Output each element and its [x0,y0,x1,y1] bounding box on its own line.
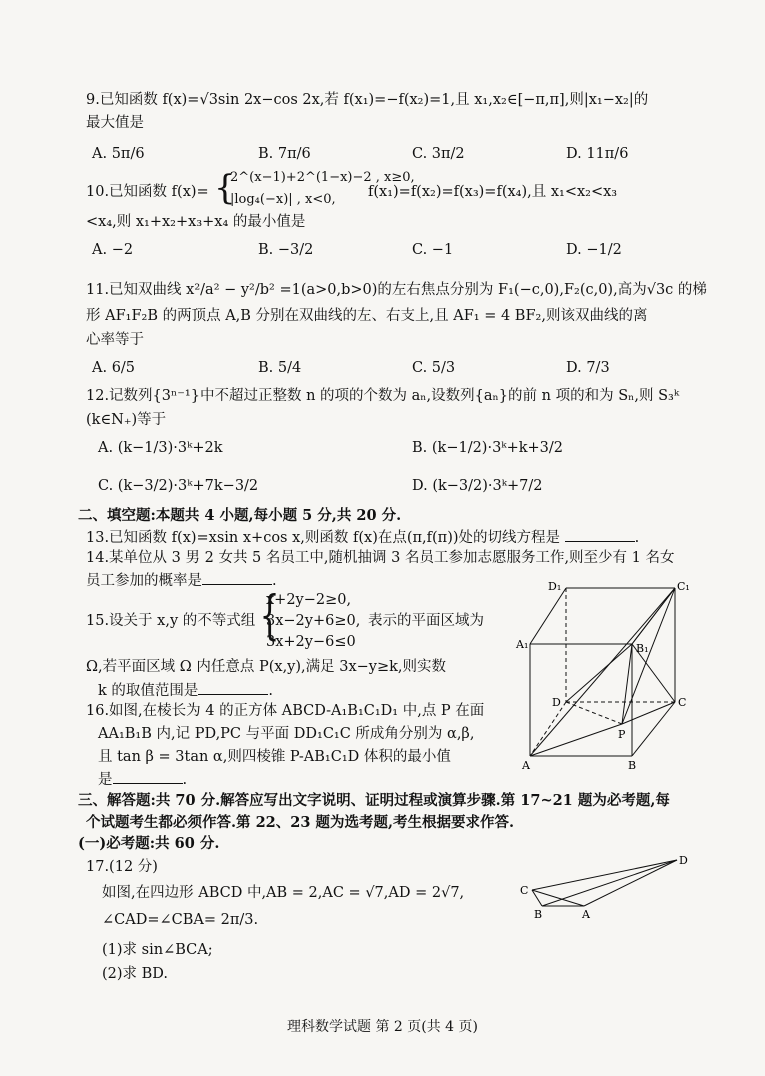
q16-line1: 16.如图,在棱长为 4 的正方体 ABCD-A₁B₁C₁D₁ 中,点 P 在面 [86,703,485,719]
q10-line1-suffix: f(x₁)=f(x₂)=f(x₃)=f(x₄),且 x₁<x₂<x₃ [368,184,618,200]
q14-line1: 14.某单位从 3 男 2 女共 5 名员工中,随机抽调 3 名员工参加志愿服务工作,则至少有 1 名女 [86,550,675,566]
quad-label-d: D [679,854,688,867]
q11-line1: 11.已知双曲线 x²/a² − y²/b² =1(a>0,b>0)的左右焦点分别为 F₁(−c,0),F₂(c,0),高为√3c 的梯 [86,282,707,298]
q10-line2: <x₄,则 x₁+x₂+x₃+x₄ 的最小值是 [86,214,306,230]
q16-line2: AA₁B₁B 内,记 PD,PC 与平面 DD₁C₁C 所成角分别为 α,β, [98,726,475,742]
cube-label-a1: A₁ [516,638,529,651]
cube-label-p: P [618,728,626,741]
q9-option-a: A. 5π/6 [92,146,145,162]
quadrilateral-figure [512,848,692,920]
required-heading: (一)必考题:共 60 分. [78,835,220,852]
section3-line1: 三、解答题:共 70 分.解答应写出文字说明、证明过程或演算步骤.第 17~21 题为必考题,每 [78,792,670,809]
q12-option-b: B. (k−1/2)·3ᵏ+k+3/2 [412,440,564,456]
cube-figure [510,576,695,772]
section2-heading: 二、填空题:本题共 4 小题,每小题 5 分,共 20 分. [78,507,402,524]
q11-option-d: D. 7/3 [566,360,610,376]
quad-label-b: B [534,908,543,920]
page-footer: 理科数学试题 第 2 页(共 4 页) [287,1019,478,1035]
q15-line2: Ω,若平面区域 Ω 内任意点 P(x,y),满足 3x−y≥k,则实数 [86,659,447,675]
q9-line1: 9.已知函数 f(x)=√3sin 2x−cos 2x,若 f(x₁)=−f(x₂)=1,且 x₁,x₂∈[−π,π],则|x₁−x₂|的 [86,92,649,108]
q10-option-c: C. −1 [412,242,454,258]
q12-option-d: D. (k−3/2)·3ᵏ+7/2 [412,478,543,494]
cube-label-b: B [628,759,637,772]
q9-option-c: C. 3π/2 [412,146,465,162]
q11-line2: 形 AF₁F₂B 的两顶点 A,B 分别在双曲线的左、右支上,且 AF₁ = 4 BF₂,则该双曲线的离 [86,308,648,324]
q16-blank [113,769,183,784]
q14-blank [202,570,272,585]
q11-option-c: C. 5/3 [412,360,456,376]
q10-case2: |log₄(−x)| , x<0, [230,192,336,207]
q14-line2: 员工参加的概率是 . [86,570,277,591]
cube-label-d1: D₁ [548,580,562,593]
q12-option-c: C. (k−3/2)·3ᵏ+7k−3/2 [98,478,259,494]
section3-line2: 个试题考生都必须作答.第 22、23 题为选考题,考生根据要求作答. [86,814,515,831]
q15-line3: k 的取值范围是 . [98,680,273,701]
q15-brace: { [259,586,280,646]
q17-line2: ∠CAD=∠CBA= 2π/3. [102,912,259,928]
q10-option-d: D. −1/2 [566,242,622,258]
q12-line1: 12.记数列{3ⁿ⁻¹}中不超过正整数 n 的项的个数为 aₙ,设数列{aₙ}的前 n 项的和为 Sₙ,则 S₃ᵏ [86,388,680,404]
q15-prefix: 15.设关于 x,y 的不等式组 [86,613,256,629]
q16-line4: 是 . [98,769,187,790]
q17-part2: (2)求 BD. [102,966,169,982]
q11-line3: 心率等于 [86,332,144,348]
q10-line1-prefix: 10.已知函数 f(x)= [86,184,209,200]
q12-line2: (k∈N₊)等于 [86,412,167,428]
q13-blank [565,527,635,542]
q15-case2: 3x−2y+6≥0, [266,613,361,629]
q10-brace: { [214,168,236,208]
cube-label-b1: B₁ [636,642,649,655]
q10-option-a: A. −2 [92,242,134,258]
q15-blank [198,680,268,695]
q9-line2: 最大值是 [86,115,144,131]
quad-label-a: A [582,908,590,920]
cube-label-c: C [678,696,687,709]
q17-line1: 如图,在四边形 ABCD 中,AB = 2,AC = √7,AD = 2√7, [102,885,465,901]
cube-label-a: A [522,759,530,772]
q13-text: 13.已知函数 f(x)=xsin x+cos x,则函数 f(x)在点(π,f(π))处的切线方程是 . [86,527,639,548]
q12-option-a: A. (k−1/3)·3ᵏ+2k [98,440,223,456]
quad-label-c: C [520,884,529,897]
q17-part1: (1)求 sin∠BCA; [102,942,213,958]
q17-head: 17.(12 分) [86,859,158,875]
cube-label-c1: C₁ [677,580,690,593]
q16-line3: 且 tan β = 3tan α,则四棱锥 P-AB₁C₁D 体积的最小值 [98,749,451,765]
q10-case1: 2^(x−1)+2^(1−x)−2 , x≥0, [230,170,415,185]
q11-option-a: A. 6/5 [92,360,136,376]
q10-option-b: B. −3/2 [258,242,314,258]
q9-option-b: B. 7π/6 [258,146,311,162]
q11-option-b: B. 5/4 [258,360,302,376]
q15-suffix: 表示的平面区域为 [368,613,484,629]
q15-case3: 3x+2y−6≤0 [266,634,356,650]
cube-label-d: D [552,696,561,709]
q9-option-d: D. 11π/6 [566,146,629,162]
q15-case1: x+2y−2≥0, [266,592,352,608]
